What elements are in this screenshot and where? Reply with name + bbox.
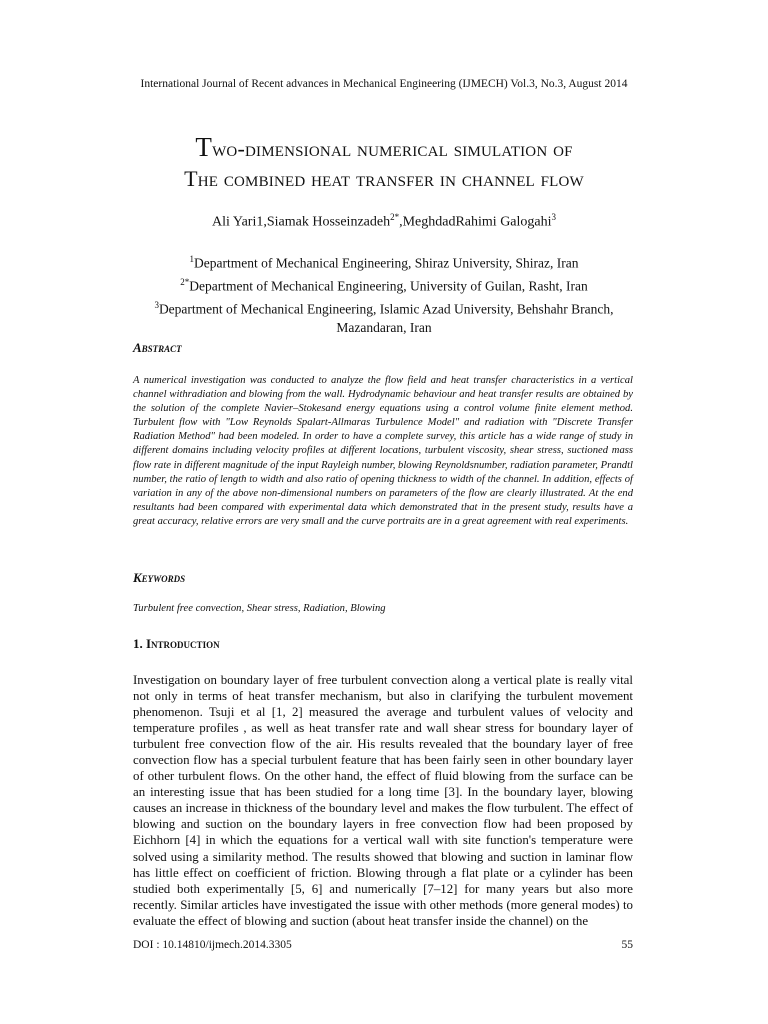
affiliation-1: $^1$Department of Mechanical Engineering, Shiraz University, Shiraz, Iran <box>189 254 579 271</box>
title-line-1: Two-dimensional numerical simulation of <box>195 132 573 162</box>
author-1: Ali Yari1, <box>211 214 267 230</box>
author-2: Siamak Hosseinzadeh <box>266 214 391 230</box>
page-footer <box>133 939 633 951</box>
introduction-body: Investigation on boundary layer of free turbulent convection along a vertical plate is really vital not only in terms of heat transfer mechanism, but also in clarifying the turbulent movement phenomenon. Tsuji et al [1, 2] measured the average and turbulent values of velocity and temperature profiles , as well as heat transfer rate and wall shear stress for boundary layer of turbulent free convection flow of the air. His results revealed that the boundary layer of free convection flow has a special turbulent feature that has been fairly seen in other boundary layer of other turbulent flows. On the other hand, the effect of fluid blowing from the surface can be an interesting issue that has been studied for a long time [3]. In the boundary layer, blowing causes an increase in thickness of the boundary level and makes the flow turbulent. The effect of blowing and suction on the boundary layers in free convection flow had been proposed by Eichhorn [4] in which the equations for a vertical wall with site function's temperature were solved using a similarity method. The results showed that blowing and suction in laminar flow has little effect on coefficient of friction. Blowing through a flat plate or a cylinder has been studied both experimentally [5, 6] and numerically [7–12] for many years but also more recently. Similar articles have investigated the issue with other methods (more general modes) to evaluate the effect of blowing and suction (about heat transfer inside the channel) on the <box>133 673 633 928</box>
author-list <box>0 212 768 231</box>
author-2-superscript: 2* <box>390 212 400 222</box>
introduction-heading: 1. Introduction <box>133 636 220 651</box>
affiliation-2: $^{2*}$Department of Mechanical Engineering, University of Guilan, Rasht, Iran <box>180 277 588 294</box>
abstract-heading: Abstract <box>133 340 182 355</box>
title-line-2: The combined heat transfer in channel flow <box>184 166 584 191</box>
affiliation-3: $^3$Department of Mechanical Engineering, Islamic Azad University, Behshahr Branch, Mazandaran, Iran <box>154 300 614 335</box>
affiliation-list <box>150 250 618 338</box>
doi-text: DOI : 10.14810/ijmech.2014.3305 <box>133 939 292 951</box>
keywords-heading: Keywords <box>133 570 186 585</box>
paper-title <box>70 132 698 194</box>
author-3: ,MeghdadRahimi Galogahi <box>399 214 552 230</box>
keywords-body: Turbulent free convection, Shear stress, Radiation, Blowing <box>133 603 386 614</box>
page-number: 55 <box>621 939 633 951</box>
author-3-superscript: 3 <box>551 212 557 222</box>
abstract-body: A numerical investigation was conducted to analyze the flow field and heat transfer characteristics in a vertical channel withradiation and blowing from the wall. Hydrodynamic behaviour and heat transfer results are obtained by the solution of the complete Navier–Stokesand energy equations using a control volume finite element method. Turbulent flow with "Low Reynolds Spalart-Allmaras Turbulence Model" and radiation with "Discrete Transfer Radiation Method" had been modeled. In order to have a complete survey, this article has a wide range of study in different domains including velocity profiles at different locations, turbulent viscosity, shear stress, suctioned mass flow rate in different magnitude of the input Rayleigh number, blowing Reynoldsnumber, radiation parameter, Prandtl number, the ratio of length to width and also ratio of opening thickness to width of the channel. In addition, effects of variation in any of the above non-dimensional numbers on parameters of the flow are clearly illustrated. At the end resultants had been compared with experimental data which demonstrated that in the present study, results have a great accuracy, relative errors are very small and the curve portraits are in a great agreement with real experiments. <box>133 375 633 527</box>
journal-header: International Journal of Recent advances in Mechanical Engineering (IJMECH) Vol.3, No.3, August 2014 <box>140 78 628 90</box>
